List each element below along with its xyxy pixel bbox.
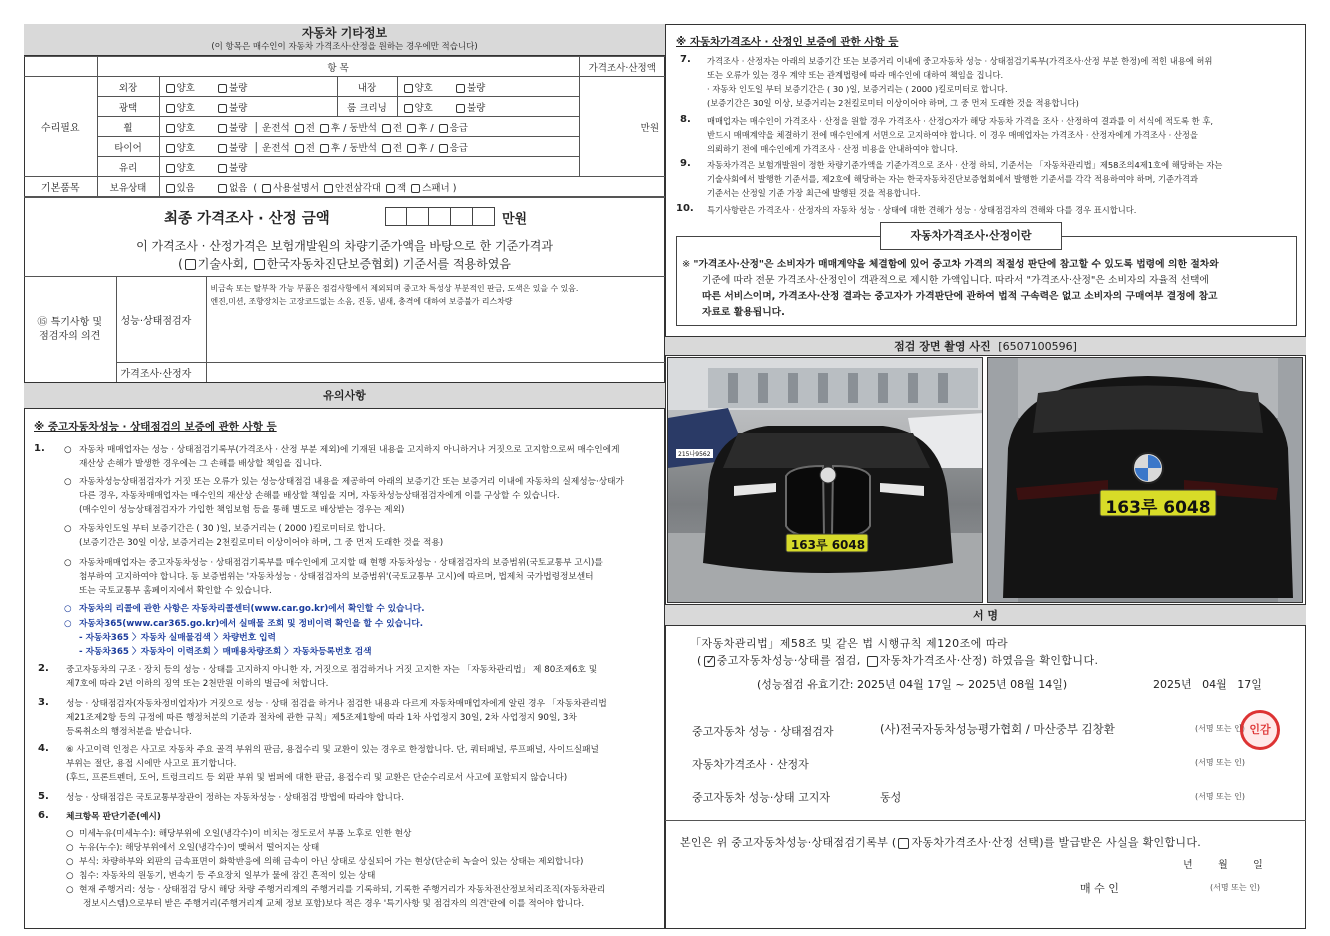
- wheel-driver-front-checkbox[interactable]: [295, 124, 304, 133]
- final-price-section: [24, 197, 665, 276]
- appraisal-definition-text: ※ "가격조사·산정"은 소비자가 매매계약을 체결함에 있어 중고차 가격의 적절성 판단에 참고할 수 있도록 법령에 의한 절차와 기준에 따라 전문 가격조사·산정인이 객관적으로 제시한 가액입니다. 따라서 "가격조사·산정"은 소비자의 자율적 선택에 따른 서비스이며, 가격조사·산정 결과는 중고자가 가격판단에 관하여 법적 구속력은 없고 소비자의 구매여부 결정에 참고 자료로 활용됩니다.: [682, 259, 1219, 318]
- gloss-options: 양호 불량: [159, 97, 337, 117]
- basic-yes-checkbox[interactable]: [166, 184, 175, 193]
- notes-header: 유의사항: [24, 382, 665, 409]
- label-interior: 내장: [337, 77, 397, 97]
- note-2: 중고자동차의 구조 · 장치 등의 성능 · 상태를 고지하지 아니한 자, 거짓으로 점검하거나 거짓 고지한 자는 「자동차관리법」 제 80조제6호 및 제7호에 따라 2년 이하의 징역 또는 2천만원 이하의 벌금에 처합니다.: [66, 665, 598, 689]
- note-6-list: ○ 미세누유(미세누수): 해당부위에 오일(냉각수)이 비치는 정도로서 부품 노후로 인한 현상 ○ 누유(누수): 해당부위에서 오일(냉각수)이 맺혀서 떨어지는 상태 ○ 부식: 차량하부와 외판의 금속표면이 화학반응에 의해 금속이 아닌 상태로 상실되어 가는 현상(단순히 녹슬어 있는 상태는 제외합니다) ○ 침수: 자동차의 원동기, 변속기 등 주요장치 일부가 물에 잠긴 흔적이 있는 상태 ○ 현재 주행거리: 성능 · 상태점검 당시 해당 차량 주행거리계의 주행거리를 기록하되, 기록한 주행거리가 자동차전산정보처리조직(자동차관리 정보시스템)으로부터 받은 주행거리(주행거리계 교체 정보 포함)보다 적은 경우 '특기사항 및 점검자의 의견'란에 이를 적어야 합니다.: [66, 829, 606, 909]
- col-item-header: 항 목: [97, 57, 579, 77]
- remarks-label: ⑮ 특기사항 및 점검자의 의견: [24, 277, 116, 383]
- inspector-opinion-label: 성능·상태점검자: [116, 277, 206, 363]
- right-section-title: ※ 자동차가격조사 · 산정인 보증에 관한 사항 등: [676, 36, 899, 48]
- tire-driver-front-checkbox[interactable]: [295, 144, 304, 153]
- appraisal-definition-title: 자동차가격조사·산정이란: [880, 222, 1062, 250]
- tire-driver-rear-checkbox[interactable]: [320, 144, 329, 153]
- gloss-bad-checkbox[interactable]: [218, 104, 227, 113]
- rear-photo: [987, 357, 1303, 603]
- label-gloss: 광택: [97, 97, 159, 117]
- notifier-name: 동성: [880, 791, 902, 804]
- label-exterior: 외장: [97, 77, 159, 97]
- exterior-good-checkbox[interactable]: [166, 84, 175, 93]
- note-number-1: 1.: [34, 443, 45, 454]
- note-6-title: 체크항목 판단기준(예시): [66, 812, 161, 822]
- interior-options: 양호 불량: [397, 77, 579, 97]
- tech-society-checkbox[interactable]: [185, 259, 196, 270]
- note-7: 가격조사 · 산정자는 아래의 보증기간 또는 보증거리 이내에 중고자동차 성능 · 상태점검기록부(가격조사·산정 부분 한정)에 적힌 내용에 허위 또는 오류가 있는 경우 계약 또는 관계법령에 따라 매수인에 대하여 책임을 집니다. · 자동차 인도일 부터 보증기간은 ( 30 )일, 보증거리는 ( 2000 )킬로미터로 합니다. (보증기간은 30일 이상, 보증거리는 2천킬로미터 이상이어야 하며, 그 중 먼저 도래한 것을 적용합니다): [707, 56, 1213, 108]
- notifier-label: 중고자동차 성능·상태 고지자: [692, 791, 831, 804]
- remarks-table: [24, 276, 665, 383]
- validity-period: (성능점검 유효기간: 2025년 04월 17일 ~ 2025년 08월 14일): [757, 678, 1068, 691]
- inspector-seal: 인감: [1240, 710, 1280, 750]
- wheel-bad-checkbox[interactable]: [218, 124, 227, 133]
- note-4: ⑥ 사고이력 인정은 사고로 자동차 주요 골격 부위의 판금, 용접수리 및 교환이 있는 경우로 한정합니다. 단, 쿼터패널, 루프패널, 사이드실패널 부위는 절단, 용접 시에만 사고로 표기합니다. (후드, 프론트펜더, 도어, 트렁크리드 등 외판 부위 및 범퍼에 대한 판금, 용접수리 및 교환은 단순수리로서 사고에 포함되지 않습니다): [66, 745, 599, 783]
- note-8: 매매업자는 매수인이 가격조사 · 산정을 원할 경우 가격조사 · 산정○자가 해당 자동차 가격을 조사 · 산정하여 결과를 이 서식에 적도록 한 후, 반드시 매매계약을 체결하기 전에 매수인에게 서면으로 고지하여야 합니다. 이 경우 매매업자는 가격조사 · 산정자에게 가격조사 · 산정을 의뢰하기 전에 매수인에게 가격조사 · 산정 비용을 안내하여야 합니다.: [707, 116, 1213, 154]
- gloss-good-checkbox[interactable]: [166, 104, 175, 113]
- kaida-checkbox[interactable]: [254, 259, 265, 270]
- note-number-6: 6.: [38, 810, 49, 821]
- triangle-checkbox[interactable]: [324, 184, 333, 193]
- wheel-driver-rear-checkbox[interactable]: [320, 124, 329, 133]
- buyer-sign-hint[interactable]: (서명 또는 인): [1210, 883, 1260, 892]
- note-number-9: 9.: [680, 158, 691, 169]
- other-info-title: 자동차 기타정보: [301, 26, 388, 40]
- front-photo: [667, 357, 983, 603]
- tire-emergency-checkbox[interactable]: [439, 144, 448, 153]
- receipt-line: 본인은 위 중고자동차성능·상태점검기록부 ( 자동차가격조사·산정 선택)를 발급받은 사실을 확인합니다.: [680, 836, 1202, 849]
- basic-items-label: 기본품목: [24, 177, 97, 197]
- note-1e: ○ 자동차의 리콜에 관한 사항은 자동차리콜센터(www.car.go.kr)에서 확인할 수 있습니다.: [64, 604, 425, 614]
- final-price-unit: 만원: [502, 212, 528, 227]
- signature-divider: [665, 820, 1306, 821]
- photo-header: 점검 장면 촬영 사진 [6507100596]: [665, 336, 1306, 356]
- label-room-clean: 룸 크리닝: [337, 97, 397, 117]
- appraiser-opinion-label: 가격조사·산정자: [116, 363, 206, 383]
- tire-bad-checkbox[interactable]: [218, 144, 227, 153]
- tire-good-checkbox[interactable]: [166, 144, 175, 153]
- label-glass: 유리: [97, 157, 159, 177]
- wheel-good-checkbox[interactable]: [166, 124, 175, 133]
- holding-label: 보유상태: [97, 177, 159, 197]
- label-tire: 타이어: [97, 137, 159, 157]
- note-number-7: 7.: [680, 54, 691, 65]
- inspector-label: 중고자동차 성능 · 상태점검자: [692, 725, 834, 738]
- final-price-line2: ( 기술사회, 한국자동차진단보증협회) 기준서를 적용하였음: [178, 257, 511, 271]
- interior-good-checkbox[interactable]: [404, 84, 413, 93]
- note-5: 성능 · 상태점검은 국토교통부장관이 정하는 자동차성능 · 상태점검 방법에 따라야 합니다.: [66, 793, 405, 803]
- final-price-line1: 이 가격조사 · 산정가격은 보험개발원의 차량기준가액을 바탕으로 한 기준가격과: [136, 239, 553, 253]
- note-1a: ○ 자동차 매매업자는 성능 · 상태점검기록부(가격조사 · 산정 부분 제외)에 기재된 내용을 고지하지 아니하거나 거짓으로 고지함으로써 매수인에게 재산상 손해가 발생한 경우에는 그 손해를 배상할 책임을 집니다.: [64, 445, 620, 469]
- note-number-2: 2.: [38, 663, 49, 674]
- appraiser-opinion-text[interactable]: [206, 363, 665, 383]
- other-info-header: [24, 24, 665, 56]
- price-unit: 만원: [579, 77, 665, 177]
- exterior-options: 양호 불량: [159, 77, 337, 97]
- manual-checkbox[interactable]: [262, 184, 271, 193]
- buyer-label: 매 수 인: [1080, 882, 1119, 895]
- wheel-passenger-front-checkbox[interactable]: [382, 124, 391, 133]
- glass-options: 양호 불량: [159, 157, 579, 177]
- note-3: 성능 · 상태점검자(자동차정비업자)가 거짓으로 성능 · 상태 점검을 하거나 점검한 내용과 다르게 자동차매매업자에게 알린 경우 「자동차관리법 제21조제2항 등의 규정에 따른 행정처분의 기준과 절차에 관한 규칙」제5조제1항에 따라 1차 사업정지 30일, 2차 사업정지 90일, 3차 등록취소의 행정처분을 받습니다.: [66, 699, 607, 737]
- glass-good-checkbox[interactable]: [166, 164, 175, 173]
- front-photo-drawing: [668, 358, 983, 603]
- note-number-5: 5.: [38, 791, 49, 802]
- interior-bad-checkbox[interactable]: [456, 84, 465, 93]
- other-info-table: [24, 56, 665, 197]
- signature-header: 서 명: [665, 604, 1306, 626]
- final-price-boxes[interactable]: [385, 207, 495, 226]
- tire-passenger-front-checkbox[interactable]: [382, 144, 391, 153]
- wheel-emergency-checkbox[interactable]: [439, 124, 448, 133]
- notes-section-title: ※ 중고자동차성능 · 상태점검의 보증에 관한 사항 등: [34, 421, 277, 433]
- label-wheel: 휠: [97, 117, 159, 137]
- note-1b: ○ 자동차성능상태점검자가 거짓 또는 오류가 있는 성능상태점검 내용을 제공하여 아래의 보증기간 또는 보증거리 이내에 자동차의 실제성능·상태가 다른 경우, 자동차매매업자는 매수인의 재산상 손해를 배상할 책임을 지며, 자동차성능상태점검자에게 이를 구상할 수 있습니다. (매수인이 성능상태점검자가 가입한 책임보험 등을 통해 별도로 배상받는 경우는 제외): [64, 477, 624, 515]
- wheel-passenger-rear-checkbox[interactable]: [407, 124, 416, 133]
- inspector-sign-hint: (서명 또는 인): [1195, 724, 1245, 733]
- left-car-plate: 215나9562: [678, 451, 711, 458]
- notifier-sign-hint[interactable]: (서명 또는 인): [1195, 792, 1245, 801]
- basic-items-options: 있음 없음 ( 사용설명서 안전삼각대 잭 스패너 ): [159, 177, 665, 197]
- tire-options: 양호 불량 │ 운전석 전 후 / 동반석 전 후 / 응급: [159, 137, 579, 157]
- spanner-checkbox[interactable]: [411, 184, 420, 193]
- front-plate: 163루 6048: [790, 538, 866, 552]
- signature-confirm-line: (✓ 중고자동차성능·상태를 점검, 자동차가격조사·산정) 하였음을 확인합니다.: [697, 652, 1098, 668]
- tire-passenger-rear-checkbox[interactable]: [407, 144, 416, 153]
- receipt-appraisal-checkbox[interactable]: [898, 838, 909, 849]
- rear-plate: 163루 6048: [1105, 498, 1211, 518]
- price-appraisal-checkbox[interactable]: [867, 656, 878, 667]
- signature-date: 2025년 04월 17일: [1153, 678, 1262, 691]
- note-1f: ○ 자동차365(www.car365.go.kr)에서 실매물 조회 및 정비이력 확인을 할 수 있습니다. - 자동차365 〉자동차 실매물검색 〉차량번호 입력 - 자동차365 〉자동차이 이력조회 〉매매용차량조회 〉자동차등록번호 검색: [64, 619, 424, 657]
- final-price-label: 최종 가격조사 · 산정 금액: [164, 211, 330, 227]
- col-price-header: 가격조사·산정액: [579, 57, 665, 77]
- note-number-10: 10.: [676, 203, 694, 214]
- receipt-date: 년 월 일: [1183, 860, 1263, 871]
- room-clean-bad-checkbox[interactable]: [456, 104, 465, 113]
- room-clean-options: 양호 불량: [397, 97, 579, 117]
- repair-label: 수리필요: [24, 77, 97, 177]
- appraiser-sign-hint[interactable]: (서명 또는 인): [1195, 758, 1245, 767]
- note-1d: ○ 자동차매매업자는 중고자동차성능 · 상태점검기록부를 매수인에게 고지할 때 현행 자동차성능 · 상태점검자의 보증범위(국토교통부 고시)를 첨부하여 고지하여야 합니다. 동 보증범위는 '자동차성능 · 상태점검자의 보증범위'(국토교통부 고시)에 따르며, 법제처 국가법령정보센터 또는 국토교통부 홈페이지에서 확인할 수 있습니다.: [64, 558, 603, 596]
- signature-law-line: 「자동차관리법」제58조 및 같은 법 시행규칙 제120조에 따라: [690, 637, 1009, 650]
- basic-no-checkbox[interactable]: [218, 184, 227, 193]
- glass-bad-checkbox[interactable]: [218, 164, 227, 173]
- appraiser-label: 자동차가격조사 · 산정자: [692, 758, 809, 771]
- performance-check-checkbox[interactable]: [704, 656, 715, 667]
- note-9: 자동차가격은 보험개발원이 정한 차량기준가액을 기준가격으로 조사 · 산정 하되, 기준서는 「자동차관리법」제58조의4제1호에 해당하는 자는 기술사회에서 발행한 기준서를, 제2호에 해당하는 자는 한국자동차진단보증협회에서 발행한 기준서를 각각 적용하여야 하며, 기준가격과 기준서는 산정일 기준 가장 최근에 발행된 것을 적용합니다.: [707, 160, 1223, 198]
- inspector-name: (사)전국자동차성능평가협회 / 마산중부 김창환: [880, 722, 1115, 736]
- other-info-subtitle: (이 항목은 매수인이 자동차 가격조사·산정을 원하는 경우에만 적습니다): [211, 42, 478, 52]
- jack-checkbox[interactable]: [386, 184, 395, 193]
- wheel-options: 양호 불량 │ 운전석 전 후 / 동반석 전 후 / 응급: [159, 117, 579, 137]
- rear-photo-drawing: [988, 358, 1303, 603]
- inspector-opinion-text: 비금속 또는 탈부착 가능 부품은 점검사항에서 제외되며 중고차 특성상 부분적인 판금, 도색은 있을 수 있음. 엔진,미션, 조향장치는 고장코드없는 소음, 진동, 냄새, 충격에 대하여 보증불가 리스차량: [206, 277, 665, 363]
- note-10: 특기사항란은 가격조사 · 산정자의 자동차 성능 · 상태에 대한 견해가 성능 · 상태점검자의 견해와 다를 경우 표시합니다.: [707, 205, 1137, 215]
- note-number-3: 3.: [38, 697, 49, 708]
- room-clean-good-checkbox[interactable]: [404, 104, 413, 113]
- exterior-bad-checkbox[interactable]: [218, 84, 227, 93]
- note-number-8: 8.: [680, 114, 691, 125]
- note-number-4: 4.: [38, 743, 49, 754]
- note-1c: ○ 자동차인도일 부터 보증기간은 ( 30 )일, 보증거리는 ( 2000 )킬로미터로 합니다. (보증기간은 30일 이상, 보증거리는 2천킬로미터 이상이어야 하며, 그 중 먼저 도래한 것을 적용): [64, 524, 444, 548]
